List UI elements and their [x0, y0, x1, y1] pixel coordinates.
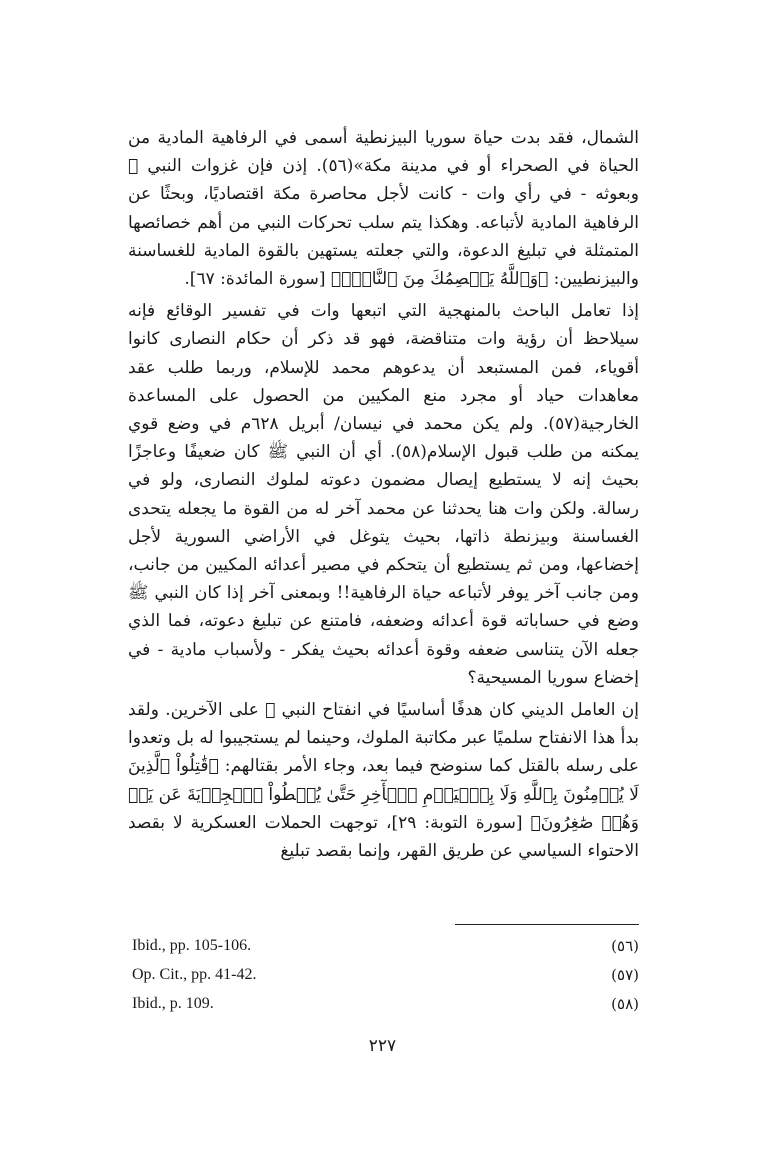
footnote-separator	[455, 924, 639, 925]
page-number: ٢٢٧	[368, 1036, 397, 1056]
main-text	[128, 124, 639, 865]
paragraph-2: إذا تعامل الباحث بالمنهجية التي اتبعها وات في تفسير الوقائع فإنه سيلاحظ أن رؤية وات متناقضة، فهو قد ذكر أن حكام النصارى كانوا أقوياء، فمن المستبعد أن يدعوهم محمد للإسلام، وربما طلب عقد معاهدات حياد أو مجرد منع المكيين من الحصول على المساعدة الخارجية(٥٧). ولم يكن محمد في نيسان/ أبريل ٦٢٨م في وضع قوي يمكنه من طلب قبول الإسلام(٥٨). أي أن النبي ﷺ كان ضعيفًا وعاجزًا بحيث إنه لا يستطيع إيصال مضمون دعوته لملوك النصارى، ولو في رسالة. ولكن وات هنا يحدثنا عن محمد آخر له من القوة ما يجعله يتحدى الغساسنة وبيزنطة ذاتها، بحيث يتوغل في الأراضي السورية لأجل إخضاعها، ومن ثم يستطيع أن يتحكم في مصير أعدائه المكيين من جانب، ومن جانب آخر يوفر لأتباعه حياة الرفاهية!! وبمعنى آخر إذا كان النبي ﷺ وضع في حساباته قوة أعدائه وضعفه، فامتنع عن تبليغ دعوته، فما الذي جعله الآن يتناسى ضعفه وقوة أعدائه بحيث يفكر - ولأسباب مادية - في إخضاع سوريا المسيحية؟	[128, 301, 639, 688]
footnote-reference: Ibid., pp. 105-106.	[132, 937, 252, 954]
footnote-58	[128, 995, 639, 1017]
footnote-number: (٥٨)	[611, 995, 639, 1013]
footnote-56	[128, 937, 639, 959]
footnote-reference: Ibid., p. 109.	[132, 995, 214, 1012]
paragraph-3: إن العامل الديني كان هدفًا أساسيًا في انفتاح النبي ﷺ على الآخرين. ولقد بدأ هذا الانفتاح سلميًا عبر مكاتبة الملوك، وحينما لم يستجيبوا له بل وتعدوا على رسله بالقتل كما سنوضح فيما بعد، وجاء الأمر بقتالهم: ﴿قَٰتِلُواْ ٱلَّذِينَ لَا يُؤۡمِنُونَ بِٱللَّهِ وَلَا بِٱلۡيَوۡمِ ٱلۡأٓخِرِ حَتَّىٰ يُعۡطُواْ ٱلۡجِزۡيَةَ عَن يَدٖ وَهُمۡ صَٰغِرُونَ﴾ [سورة التوبة: ٢٩]، توجهت الحملات العسكرية لا بقصد الاحتواء السياسي عن طريق القهر، وإنما بقصد تبليغ	[128, 700, 639, 862]
footnote-reference: Op. Cit., pp. 41-42.	[132, 966, 257, 983]
footnote-number: (٥٦)	[611, 937, 639, 955]
paragraph-1: الشمال، فقد بدت حياة سوريا البيزنطية أسمى في الرفاهية المادية من الحياة في الصحراء أو في مدينة مكة»(٥٦). إذن فإن غزوات النبي ﷺ وبعوثه - في رأي وات - كانت لأجل محاصرة مكة اقتصاديًا، وبحثًا عن الرفاهية المادية لأتباعه. وهكذا يتم سلب تحركات النبي من أهم خصائصها المتمثلة في تبليغ الدعوة، والتي جعلته يستهين بالقوة المادية للغساسنة والبيزنطيين: ﴿وَٱللَّهُ يَعۡصِمُكَ مِنَ ٱلنَّاسِۗ﴾ [سورة المائدة: ٦٧].	[128, 128, 639, 290]
footnote-57	[128, 966, 639, 988]
footnote-number: (٥٧)	[611, 966, 639, 984]
